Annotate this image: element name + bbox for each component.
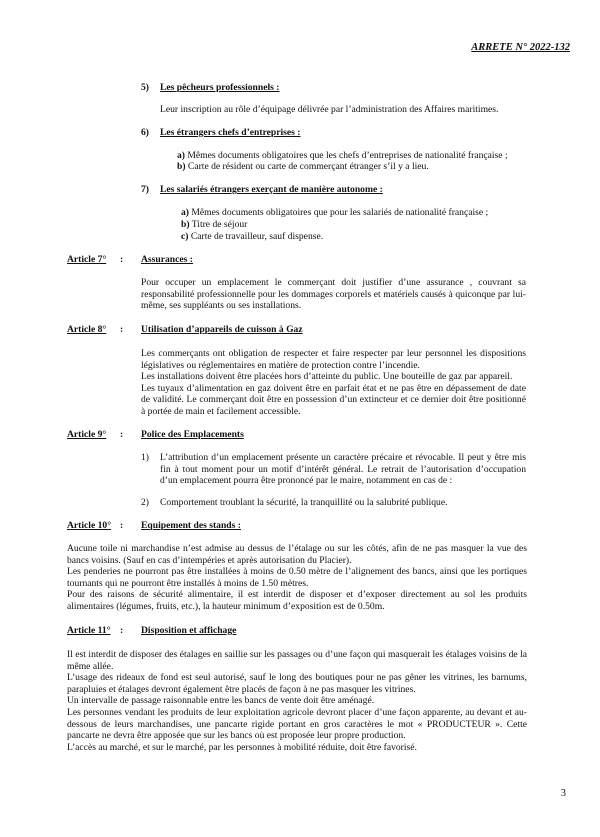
article-text: Il est interdit de disposer des étalages en saillie sur les passages ou d’une façon qui masquerait les étalages voisins de la même allée. L’usage des rideaux de fond est seul autorisé, sauf le long des boutiques pour ne pas gêner les vitrines, les barnums, parapluies et étalages devront également être placés de façon à ne pas masquer les vitrines. Un intervalle de passage raisonnable entre les bancs de vente doit être aménagé. Les personnes vendant les produits de leur exploitation agricole devront placer d’une façon apparente, au devant et au-dessous de leurs marchandises, une pancarte rigide portant en gros caractères le mot « PRODUCTEUR ». Cette pancarte ne devra être apposée que sur les bancs où est proposée leur propre production. L’accès au marché, et sur le marché, par les personnes à mobilité réduite, doit être favorisé.	[67, 649, 527, 753]
list-item	[177, 150, 508, 162]
list-text: Leur inscription au rôle d’équipage délivrée par l’administration des Affaires maritimes.	[160, 104, 499, 115]
item-text: Comportement troublant la sécurité, la tranquillité ou la salubrité publique.	[160, 497, 448, 508]
document-header: ARRETE N° 2022-132	[471, 42, 570, 53]
article-title: Equipement des stands :	[141, 520, 241, 531]
item-letter: c)	[181, 231, 189, 242]
article-title: Assurances :	[141, 254, 193, 265]
article-text: Aucune toile ni marchandise n’est admise au dessus de l’étalage ou sur les côtés, afin de ne pas masquer la vue des bancs voisins. (Sauf en cas d’intempéries et après autorisation du Placier). Les penderies ne pourront pas être installées à moins de 0.50 mètre de l’alignement des bancs, ainsi que les portiques tournants qui ne pourront être installés à moins de 1.50 mètres. Pour des raisons de sécurité alimentaire, il est interdit de disposer et d’exposer directement au sol les produits alimentaires (légumes, fruits, etc.), la hauteur minimum d’exposition est de 0.50m.	[67, 543, 527, 612]
item-text: Mêmes documents obligatoires que pour les salariés de nationalité française ;	[189, 207, 489, 218]
item-text: L’attribution d’un emplacement présente un caractère précaire et révocable. Il peut y être mis fin à tout moment pour un motif d’intérêt général. Le retrait de l’autorisation d’occupation d’un emplacement pourra être prononcé par le maire, notamment en cas de :	[160, 452, 526, 487]
list-number: 6)	[141, 127, 149, 138]
article-colon: :	[120, 625, 124, 636]
item-number: 2)	[141, 497, 149, 508]
article-label: Article 9°	[67, 429, 107, 440]
article-colon: :	[120, 520, 124, 531]
item-letter: b)	[181, 219, 190, 230]
list-number: 5)	[141, 82, 149, 93]
item-letter: b)	[177, 161, 186, 172]
item-text: Mêmes documents obligatoires que les chefs d’entreprises de nationalité française ;	[185, 150, 508, 161]
article-label: Article 11°	[67, 625, 111, 636]
item-letter: a)	[177, 150, 185, 161]
article-title: Utilisation d’appareils de cuisson à Gaz	[141, 324, 303, 335]
page-number: 3	[560, 788, 566, 799]
article-text: Pour occuper un emplacement le commerçant doit justifier d’une assurance , couvrant sa responsabilité professionnelle pour les dommages corporels et matériels causés à quiconque par lui-même, ses suppléants ou ses installations.	[141, 277, 526, 312]
article-title: Police des Emplacements	[141, 429, 244, 440]
list-item	[181, 207, 488, 219]
list-item	[181, 231, 323, 243]
article-label: Article 8°	[67, 324, 107, 335]
article-label: Article 7°	[67, 254, 107, 265]
article-text: Les commerçants ont obligation de respecter et faire respecter par leur personnel les dispositions législatives ou réglementaires en matière de protection contre l’incendie. Les installations doivent être placées hors d’atteinte du public. Une bouteille de gaz par appareil. Les tuyaux d’alimentation en gaz doivent être en parfait état et ne pas être en dépassement de date de validité. Le commerçant doit être en possession d’un extincteur et ce dernier doit être positionné à portée de main et facilement accessible.	[141, 348, 526, 417]
list-title: Les étrangers chefs d’entreprises :	[160, 127, 301, 138]
article-title: Disposition et affichage	[141, 625, 237, 636]
item-text: Carte de travailleur, sauf dispense.	[188, 231, 324, 242]
article-colon: :	[120, 324, 124, 335]
list-item	[177, 161, 429, 173]
item-letter: a)	[181, 207, 189, 218]
list-item	[181, 219, 247, 231]
list-title: Les pêcheurs professionnels :	[160, 82, 280, 93]
item-number: 1)	[141, 452, 149, 463]
article-colon: :	[120, 429, 124, 440]
article-label: Article 10°	[67, 520, 112, 531]
item-text: Titre de séjour	[189, 219, 248, 230]
item-text: Carte de résident ou carte de commerçant étranger s’il y a lieu.	[185, 161, 429, 172]
list-title: Les salariés étrangers exerçant de manière autonome :	[160, 184, 383, 195]
article-colon: :	[120, 254, 124, 265]
list-number: 7)	[141, 184, 149, 195]
